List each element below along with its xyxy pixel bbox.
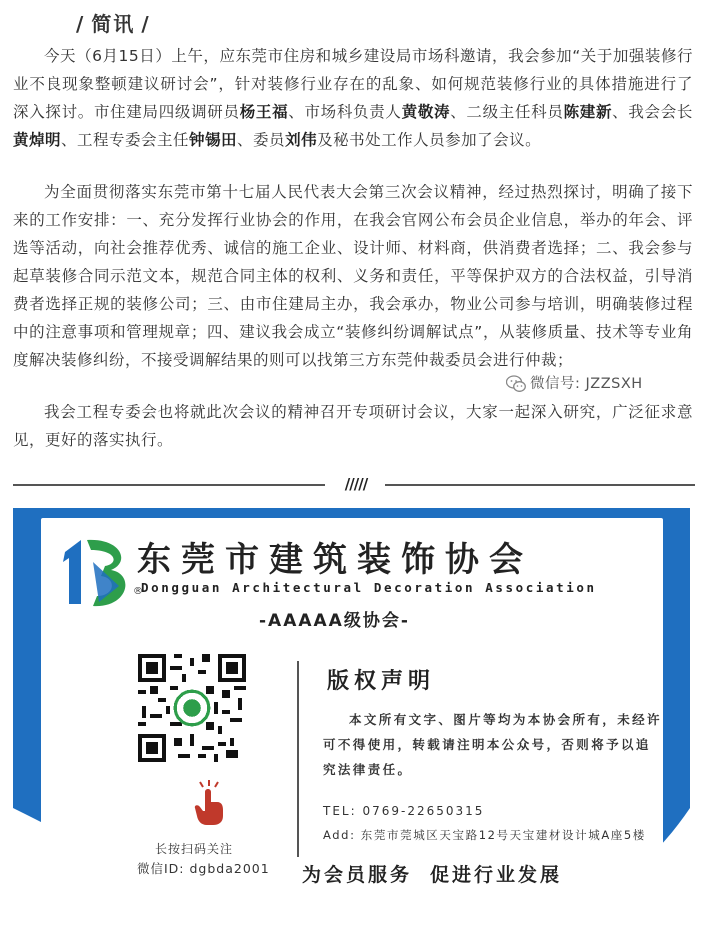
header-title: 简讯: [91, 12, 136, 36]
p1-text: 、委员: [237, 131, 286, 149]
header-slash-left: /: [76, 12, 86, 36]
association-grade: -AAAAA级协会-: [259, 611, 410, 631]
divider-line-right: [385, 484, 695, 486]
card-vertical-divider: [297, 661, 299, 857]
p1-text: 、工程专委会主任: [61, 131, 190, 149]
association-card: [13, 508, 690, 914]
person-name: 钟锡田: [189, 131, 238, 149]
scan-hint: 长按扫码关注: [155, 842, 234, 856]
paragraph-1: [13, 42, 693, 154]
person-name: 黄敬涛: [401, 103, 451, 121]
wechat-icon: [506, 375, 526, 393]
slogan: [302, 860, 562, 887]
person-name: 刘伟: [285, 131, 318, 149]
slogan-part-b: 促进行业发展: [430, 864, 563, 886]
address: Add: 东莞市莞城区天宝路12号天宝建材设计城A座5楼: [323, 828, 646, 842]
divider-line-left: [13, 484, 325, 486]
paragraph-2: 为全面贯彻落实东莞市第十七届人民代表大会第三次会议精神，经过热烈探讨，明确了接下来的工作安排：一、充分发挥行业协会的作用，在我会官网公布会员企业信息，举办的年会、评选等活动，向社会推荐优秀、诚信的施工企业、设计师、材料商，供消费者选择；二、我会参与起草装修合同示范文本，规范合同主体的权利、义务和责任，平等保护双方的合法权益，引导消费者选择正规的装修公司；三、由市住建局主办，我会承办，物业公司参与培训，明确装修过程中的注意事项和管理规章；四、建议我会成立“装修纠纷调解试点”，从装修质量、技术等专业角度解决装修纠纷，不接受调解结果的则可以找第三方东莞仲裁委员会进行仲裁；: [13, 183, 693, 369]
wechat-id: 微信ID: dgbda2001: [137, 861, 270, 876]
person-name: 黄焯明: [13, 131, 62, 149]
association-name-cn: 东莞市建筑装饰协会: [137, 540, 533, 580]
watermark-text: 微信号: JZZSXH: [530, 376, 643, 392]
person-name: 陈建新: [563, 103, 613, 121]
p1-text: 、我会会长: [612, 103, 693, 121]
p1-text: 及秘书处工作人员参加了会议。: [317, 131, 542, 149]
p1-text: 今天（6月15日）上午，应东莞市住房和城乡建设局市场科邀请，我会参加“关于加强装修行业不良现象整顿建议研讨会”，针对装修行业存在的乱象、如何规范装修行业的具体措施进行了深入探讨。市住建局四级调研员: [13, 47, 693, 121]
divider-ticks: /////: [344, 475, 368, 493]
copyright-title: 版权声明: [327, 669, 436, 694]
association-logo-icon: [59, 532, 149, 610]
section-divider: [13, 476, 695, 492]
pointing-hand-icon: [191, 780, 227, 826]
paragraph-3: 我会工程专委会也将就此次会议的精神召开专项研讨会议，大家一起深入研究，广泛征求意见，更好的落实执行。: [13, 403, 693, 449]
section-header: [70, 8, 157, 37]
header-slash-right: /: [141, 12, 151, 36]
qr-code[interactable]: [138, 654, 246, 762]
telephone: TEL: 0769-22650315: [323, 804, 485, 818]
association-name-en: Dongguan Architectural Decoration Association: [141, 580, 597, 595]
p1-text: 、市场科负责人: [288, 103, 402, 121]
p1-text: 、二级主任科员: [450, 103, 564, 121]
slogan-part-a: 为会员服务: [302, 864, 413, 886]
copyright-body: 本文所有文字、图片等均为本协会所有，未经许可不得使用，转载请注明本公众号，否则将予以追究法律责任。: [323, 712, 662, 777]
registered-mark: ®: [133, 586, 143, 597]
person-name: 杨王福: [239, 103, 289, 121]
card-inner: [41, 518, 663, 914]
wechat-watermark: [506, 372, 643, 393]
